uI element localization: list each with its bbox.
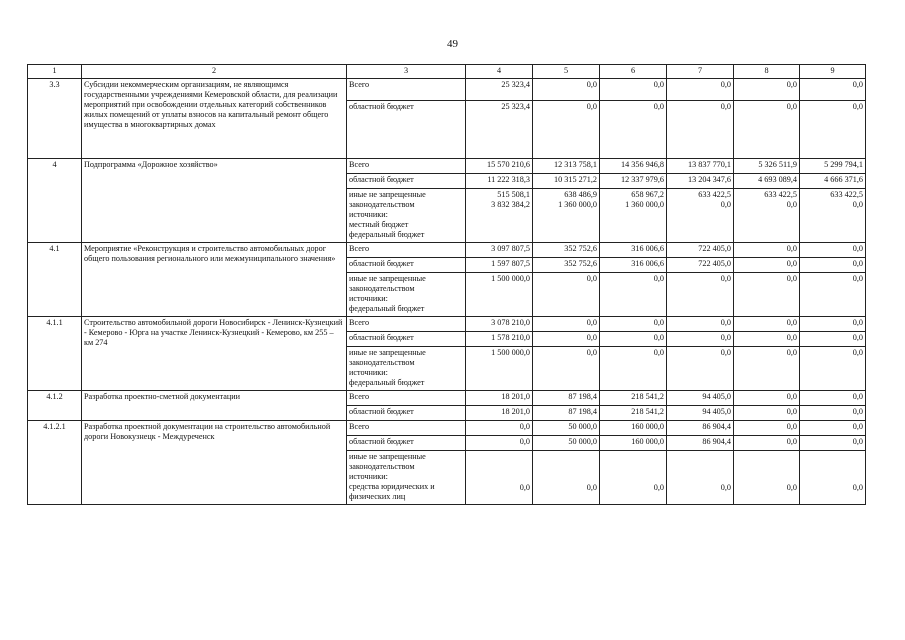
item-name: Разработка проектной документации на строительство автомобильной дороги Новокузнецк - Междуреченск — [82, 421, 347, 505]
item-name: Строительство автомобильной дороги Новосибирск - Ленинск-Кузнецкий - Кемерово - Юрга на участке Ленинск-Кузнецкий - Кемерово, км 255 – км 274 — [82, 317, 347, 391]
item-code: 4.1.1 — [28, 317, 82, 391]
federal-budget-label: федеральный бюджет — [349, 304, 425, 313]
value-cell: 0,0 — [734, 421, 800, 436]
value-cell: 633 422,5 0,0 — [734, 189, 800, 243]
item-code: 4.1.2 — [28, 391, 82, 421]
value-cell: 0,0 — [667, 451, 734, 505]
value-cell: 0,0 — [600, 332, 667, 347]
budget-table — [27, 64, 866, 505]
value-cell: 218 541,2 — [600, 406, 667, 421]
value-cell: 12 337 979,6 — [600, 174, 667, 189]
funding-source: областной бюджет — [347, 406, 466, 421]
other-sources-label: законодательством — [349, 358, 415, 367]
funding-source: Всего — [347, 317, 466, 332]
table-row — [28, 159, 866, 174]
value-cell: 0,0 — [533, 317, 600, 332]
value-cell: 0,0 — [800, 332, 866, 347]
funding-source: Всего — [347, 421, 466, 436]
value-cell: 0,0 — [600, 79, 667, 101]
funding-source: областной бюджет — [347, 101, 466, 159]
value-cell: 0,0 — [734, 436, 800, 451]
value-cell: 15 570 210,6 — [466, 159, 533, 174]
local-budget-label: местный бюджет — [349, 220, 409, 229]
funding-source: областной бюджет — [347, 436, 466, 451]
value-cell: 0,0 — [667, 332, 734, 347]
value-cell: 0,0 — [600, 101, 667, 159]
header-row — [28, 65, 866, 79]
value-cell: 0,0 — [800, 451, 866, 505]
value-cell: 0,0 — [734, 79, 800, 101]
value-cell: 13 837 770,1 — [667, 159, 734, 174]
value-cell: 0,0 — [734, 101, 800, 159]
other-sources-label: законодательством — [349, 200, 415, 209]
value-cell: 0,0 — [600, 273, 667, 317]
value-cell: 218 541,2 — [600, 391, 667, 406]
value-cell: 352 752,6 — [533, 243, 600, 258]
value-cell: 0,0 — [800, 101, 866, 159]
col-header: 6 — [600, 65, 667, 79]
other-sources-label: иные не запрещенные — [349, 348, 426, 357]
value-cell: 0,0 — [800, 421, 866, 436]
legal-entities-label: физических лиц — [349, 492, 406, 501]
value-cell: 0,0 — [533, 273, 600, 317]
table-row — [28, 391, 866, 406]
col-header: 2 — [82, 65, 347, 79]
table-row — [28, 79, 866, 101]
federal-budget-label: федеральный бюджет — [349, 230, 425, 239]
other-sources-label: источники: — [349, 210, 388, 219]
table-row — [28, 421, 866, 436]
funding-source — [347, 347, 466, 391]
funding-source — [347, 273, 466, 317]
other-sources-label: источники: — [349, 472, 388, 481]
value-cell: 0,0 — [734, 347, 800, 391]
value-cell: 13 204 347,6 — [667, 174, 734, 189]
value-cell: 0,0 — [800, 273, 866, 317]
value-cell: 0,0 — [800, 258, 866, 273]
other-sources-label: источники: — [349, 294, 388, 303]
value-cell: 0,0 — [800, 347, 866, 391]
value-cell: 0,0 — [800, 391, 866, 406]
federal-budget-label: федеральный бюджет — [349, 378, 425, 387]
value-cell: 10 315 271,2 — [533, 174, 600, 189]
item-name: Субсидии некоммерческим организациям, не являющимся государственными учреждениями Кемеровской области, для реализации мероприятий при освобождении отдельных категорий собственников жилых помещений от уплаты взносов на капитальный ремонт общего имущества в многоквартирных домах — [82, 79, 347, 159]
value-cell: 0,0 — [667, 101, 734, 159]
value-cell: 0,0 — [533, 451, 600, 505]
funding-source — [347, 451, 466, 505]
value-cell: 0,0 — [800, 243, 866, 258]
table-row — [28, 317, 866, 332]
col-header: 4 — [466, 65, 533, 79]
value-cell: 515 508,1 3 832 384,2 — [466, 189, 533, 243]
value-cell: 0,0 — [734, 243, 800, 258]
value-cell: 1 500 000,0 — [466, 347, 533, 391]
value-cell: 0,0 — [800, 436, 866, 451]
value-cell: 1 500 000,0 — [466, 273, 533, 317]
value-cell: 3 078 210,0 — [466, 317, 533, 332]
value-cell: 94 405,0 — [667, 406, 734, 421]
item-code: 4.1.2.1 — [28, 421, 82, 505]
other-sources-label: законодательством — [349, 462, 415, 471]
value-cell: 5 299 794,1 — [800, 159, 866, 174]
value-cell: 722 405,0 — [667, 258, 734, 273]
value-cell: 352 752,6 — [533, 258, 600, 273]
value-cell: 0,0 — [533, 101, 600, 159]
value-cell: 160 000,0 — [600, 421, 667, 436]
col-header: 3 — [347, 65, 466, 79]
value-cell: 4 693 089,4 — [734, 174, 800, 189]
item-name: Мероприятие «Реконструкция и строительство автомобильных дорог общего пользования регионального или межмуниципального значения» — [82, 243, 347, 317]
value-cell: 160 000,0 — [600, 436, 667, 451]
value-cell: 0,0 — [533, 79, 600, 101]
funding-source: Всего — [347, 159, 466, 174]
funding-source: Всего — [347, 79, 466, 101]
value-cell: 316 006,6 — [600, 258, 667, 273]
value-cell: 0,0 — [533, 347, 600, 391]
legal-entities-label: средства юридических и — [349, 482, 435, 491]
funding-source — [347, 189, 466, 243]
item-code: 4 — [28, 159, 82, 243]
value-cell: 316 006,6 — [600, 243, 667, 258]
col-header: 9 — [800, 65, 866, 79]
value-cell: 0,0 — [466, 421, 533, 436]
value-cell: 638 486,9 1 360 000,0 — [533, 189, 600, 243]
value-cell: 0,0 — [466, 436, 533, 451]
value-cell: 0,0 — [734, 258, 800, 273]
value-cell: 86 904,4 — [667, 421, 734, 436]
value-cell: 0,0 — [667, 317, 734, 332]
value-cell: 94 405,0 — [667, 391, 734, 406]
value-cell: 50 000,0 — [533, 436, 600, 451]
other-sources-label: источники: — [349, 368, 388, 377]
col-header: 8 — [734, 65, 800, 79]
value-cell: 18 201,0 — [466, 406, 533, 421]
item-code: 3.3 — [28, 79, 82, 159]
value-cell: 0,0 — [734, 332, 800, 347]
value-cell: 0,0 — [734, 273, 800, 317]
funding-source: областной бюджет — [347, 258, 466, 273]
other-sources-label: иные не запрещенные — [349, 452, 426, 461]
funding-source: областной бюджет — [347, 174, 466, 189]
item-name: Разработка проектно-сметной документации — [82, 391, 347, 421]
value-cell: 18 201,0 — [466, 391, 533, 406]
value-cell: 633 422,5 0,0 — [800, 189, 866, 243]
col-header: 7 — [667, 65, 734, 79]
value-cell: 0,0 — [667, 79, 734, 101]
value-cell: 5 326 511,9 — [734, 159, 800, 174]
value-cell: 14 356 946,8 — [600, 159, 667, 174]
value-cell: 11 222 318,3 — [466, 174, 533, 189]
other-sources-label: законодательством — [349, 284, 415, 293]
value-cell: 0,0 — [800, 79, 866, 101]
value-cell: 0,0 — [600, 347, 667, 391]
table-row — [28, 243, 866, 258]
value-cell: 0,0 — [734, 451, 800, 505]
value-cell: 0,0 — [734, 391, 800, 406]
item-name: Подпрограмма «Дорожное хозяйство» — [82, 159, 347, 243]
other-sources-label: иные не запрещенные — [349, 190, 426, 199]
value-cell: 0,0 — [667, 347, 734, 391]
value-cell: 12 313 758,1 — [533, 159, 600, 174]
value-cell: 86 904,4 — [667, 436, 734, 451]
value-cell: 0,0 — [533, 332, 600, 347]
value-cell: 4 666 371,6 — [800, 174, 866, 189]
value-cell: 633 422,5 0,0 — [667, 189, 734, 243]
value-cell: 25 323,4 — [466, 79, 533, 101]
page-number: 49 — [447, 38, 458, 50]
value-cell: 722 405,0 — [667, 243, 734, 258]
funding-source: Всего — [347, 391, 466, 406]
value-cell: 0,0 — [667, 273, 734, 317]
value-cell: 0,0 — [600, 451, 667, 505]
value-cell: 87 198,4 — [533, 406, 600, 421]
value-cell: 25 323,4 — [466, 101, 533, 159]
value-cell: 658 967,2 1 360 000,0 — [600, 189, 667, 243]
value-cell: 0,0 — [600, 317, 667, 332]
value-cell: 0,0 — [800, 317, 866, 332]
value-cell: 0,0 — [734, 317, 800, 332]
value-cell: 87 198,4 — [533, 391, 600, 406]
value-cell: 0,0 — [734, 406, 800, 421]
item-code: 4.1 — [28, 243, 82, 317]
value-cell: 1 578 210,0 — [466, 332, 533, 347]
funding-source: Всего — [347, 243, 466, 258]
other-sources-label: иные не запрещенные — [349, 274, 426, 283]
funding-source: областной бюджет — [347, 332, 466, 347]
value-cell: 50 000,0 — [533, 421, 600, 436]
value-cell: 3 097 807,5 — [466, 243, 533, 258]
value-cell: 0,0 — [800, 406, 866, 421]
value-cell: 0,0 — [466, 451, 533, 505]
col-header: 1 — [28, 65, 82, 79]
col-header: 5 — [533, 65, 600, 79]
value-cell: 1 597 807,5 — [466, 258, 533, 273]
